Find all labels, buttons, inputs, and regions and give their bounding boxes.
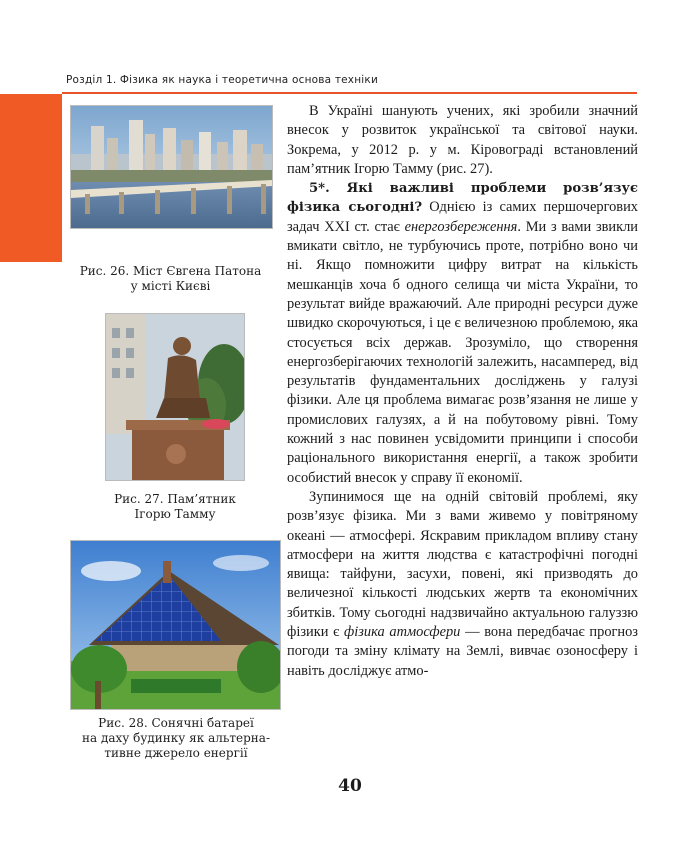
paragraph-energy-saving <box>287 179 638 488</box>
chapter-side-tab <box>0 94 62 262</box>
header-rule <box>62 92 637 94</box>
figure-26-caption-line-2: у місті Києві <box>130 279 211 293</box>
main-text-column <box>287 102 638 681</box>
paragraph-energy-saving-text-b: . Ми з вами звикли вмикати світло, не турбуючись проте, потрібно воно чи ні. Якщо помножити цифру витрат на кількість мешканців хоча б одного селища чи міста України, то результат вийде вражаючий. Але природні ресурси дуже швидко скорочуються, і це є величезною проблемою, яка стосується всіх держав. Зрозуміло, що створення енергозберігаючих технологій залежить, насамперед, від результатів фундаментальних досліджень у галузі фізики. Але ця проблема вимагає розв’язання не лише у промислових галузях, а й на побутовому рівні. Тому кожний з нас повинен усвідомити принципи і способи раціонального використання енергії, а також зробити особистий внесок у справу її економії. <box>287 218 638 486</box>
paragraph-energy-saving-text-a: Однією із самих першочергових задач XXI ст. стає <box>287 199 638 235</box>
term-energy-saving: енергозбереження <box>404 218 518 235</box>
term-atmospheric-physics: фізика атмосфери <box>344 624 461 641</box>
figure-28-solar-roof-photo <box>70 540 281 710</box>
paragraph-atmosphere <box>287 488 638 681</box>
page-number: 40 <box>338 776 362 796</box>
paragraph-atmosphere-text-a: Зупинимося ще на одній світовій проблемі, яку розв’язує фізика. Ми з вами живемо у повітряному океані — атмосфері. Яскравим прикладом впливу стану атмосфери на життя людства є катастрофічні погодні явища: тайфуни, засухи, повені, які призводять до величезної кількості людських жертв та економічних збитків. Тому сьогодні надзвичайно актуальною галуззю фізики є <box>287 488 638 641</box>
figure-26-caption <box>70 264 271 294</box>
figure-26-caption-line-1: Рис. 26. Міст Євгена Патона <box>79 264 262 278</box>
bridge-photo-image <box>71 106 272 228</box>
figure-28-caption-line-3: тивне джерело енергії <box>104 746 248 760</box>
monument-photo-image <box>106 314 244 480</box>
figure-28-caption-line-2: на даху будинку як альтерна- <box>81 731 271 745</box>
figure-27-caption-line-1: Рис. 27. Пам’ятник <box>114 492 236 506</box>
figure-27-caption <box>70 492 280 522</box>
paragraph-atmosphere-text-b: — вона передбачає прогноз погоди та зміну клімату на Землі, вивчає озоносферу і навіть досліджує атмо- <box>287 624 638 679</box>
figure-28-caption-line-1: Рис. 28. Сонячні батареї <box>98 716 254 730</box>
running-head: Розділ 1. Фізика як наука і теоретична основа техніки <box>66 74 378 86</box>
figure-27-monument-photo <box>105 313 245 481</box>
figure-26-bridge-photo <box>70 105 273 229</box>
figure-27-caption-line-2: Ігорю Тамму <box>134 507 216 521</box>
figure-28-caption <box>66 716 286 761</box>
section-heading-5: 5*. Які важливі проблеми розв’язує фізика сьогодні? <box>287 181 638 216</box>
paragraph-tamm-monument: В Україні шанують учених, які зробили значний внесок у розвиток української та світової науки. Зокрема, у 2012 р. у м. Кіровограді встановлений пам’ятник Ігорю Тамму (рис. 27). <box>287 103 638 177</box>
solar-roof-photo-image <box>71 541 280 709</box>
